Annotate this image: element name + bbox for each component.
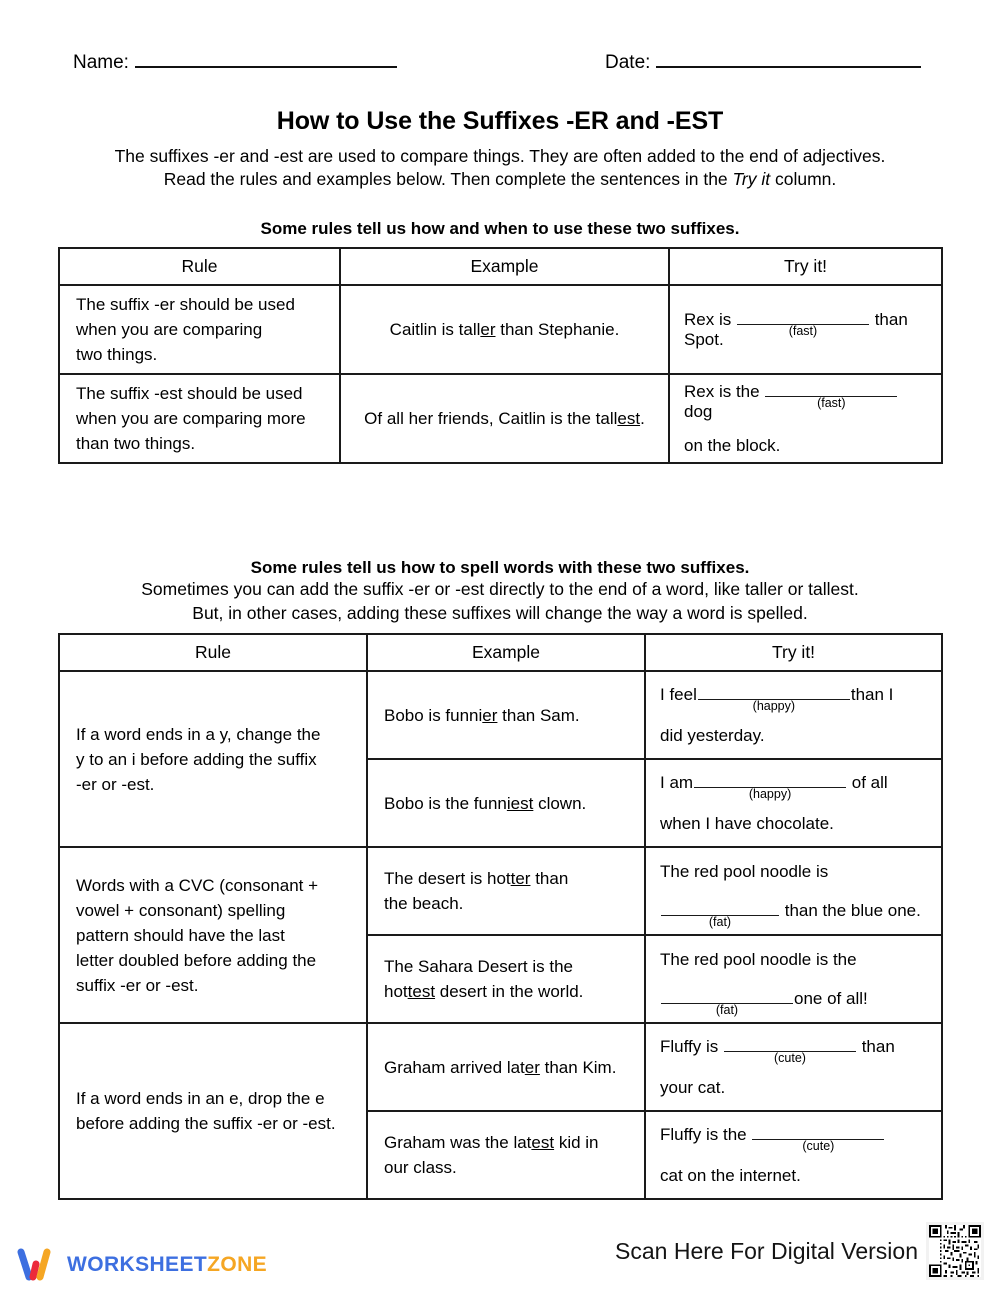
- example-cell: [367, 759, 645, 847]
- try-it-cell: [645, 935, 942, 1023]
- example-suffix: er: [524, 1057, 540, 1077]
- rule-line: vowel + consonant) spelling: [76, 900, 286, 920]
- try-it-cell: [645, 847, 942, 935]
- example-cell: [340, 374, 669, 463]
- rule-line: when you are comparing: [76, 320, 263, 339]
- try-text-post: than the blue one.: [780, 901, 921, 920]
- rule-cell: [59, 847, 367, 1023]
- table-row: [59, 1023, 942, 1111]
- answer-blank[interactable]: [724, 1036, 856, 1065]
- table-header-row: [59, 634, 942, 671]
- page-intro: [0, 145, 1000, 191]
- rule-cell: [59, 374, 340, 463]
- example-text-post: than Sam.: [497, 705, 580, 725]
- scan-label: Scan Here For Digital Version: [615, 1237, 918, 1264]
- column-header-rule: Rule: [59, 248, 340, 285]
- date-label: Date:: [605, 52, 651, 73]
- example-suffix: er: [482, 705, 498, 725]
- example-suffix: test: [407, 982, 436, 1001]
- example-text-pre: Caitlin is tall: [389, 319, 481, 339]
- example-text-line2: the beach.: [384, 894, 464, 913]
- example-cell: [340, 285, 669, 374]
- try-text-post: than: [856, 1037, 895, 1056]
- try-text-post: dog: [684, 402, 713, 421]
- answer-blank[interactable]: [661, 988, 793, 1017]
- table-row: [59, 847, 942, 935]
- example-text-line2-pre: hot: [384, 982, 408, 1001]
- rule-line: suffix -er or -est.: [76, 975, 199, 995]
- example-suffix: est: [617, 408, 641, 428]
- example-cell: [367, 671, 645, 759]
- name-field-group: [73, 52, 397, 74]
- rule-cell: [59, 285, 340, 374]
- example-suffix: ter: [510, 869, 531, 888]
- example-text-pre: The desert is hot: [384, 869, 511, 888]
- rule-line: two things.: [76, 345, 158, 364]
- intro-line-2: [0, 168, 1000, 191]
- name-date-row: [0, 52, 1000, 86]
- page-footer: [0, 1222, 1000, 1294]
- try-text-post: of all: [847, 773, 888, 792]
- answer-hint: (happy): [752, 699, 796, 713]
- rule-cell: [59, 671, 367, 847]
- intro-line-1: The suffixes -er and -est are used to compare things. They are often added to the end of adjectives.: [114, 146, 886, 166]
- qr-code-icon[interactable]: [926, 1222, 984, 1280]
- table-row: [59, 374, 942, 463]
- try-it-cell: [645, 759, 942, 847]
- section2-subhead: Some rules tell us how to spell words with these two suffixes.: [250, 558, 750, 577]
- example-suffix: iest: [506, 793, 534, 813]
- try-text-line2: did yesterday.: [660, 726, 765, 745]
- column-header-example: Example: [367, 634, 645, 671]
- answer-hint: (fat): [715, 1003, 739, 1017]
- intro-line-2-after: column.: [770, 169, 837, 189]
- name-input-line[interactable]: [135, 53, 397, 68]
- example-text-post: than Stephanie.: [495, 319, 620, 339]
- try-text-line2: when I have chocolate.: [660, 814, 834, 833]
- try-text-pre: Fluffy is: [660, 1037, 723, 1056]
- rule-line: The suffix -er should be used: [76, 295, 295, 314]
- example-text-pre: Bobo is funni: [384, 705, 483, 725]
- rule-line: -er or -est.: [76, 774, 155, 794]
- section2-intro: [0, 578, 1000, 625]
- section2-intro-line-1: Sometimes you can add the suffix -er or -est directly to the end of a word, like taller or tallest.: [141, 579, 859, 599]
- example-cell: [367, 847, 645, 935]
- example-text-post: kid in: [554, 1133, 599, 1152]
- answer-hint: (cute): [802, 1139, 835, 1153]
- intro-line-2-before: Read the rules and examples below. Then complete the sentences in the: [163, 169, 733, 189]
- rule-cell: [59, 1023, 367, 1199]
- table-row: [59, 285, 942, 374]
- answer-hint: (happy): [748, 787, 792, 801]
- table-header-row: [59, 248, 942, 285]
- try-text-line2: on the block.: [684, 436, 781, 455]
- try-text-line1: The red pool noodle is the: [660, 950, 857, 969]
- column-header-example: Example: [340, 248, 669, 285]
- section2-intro-line-2: But, in other cases, adding these suffixes will change the way a word is spelled.: [192, 602, 808, 623]
- try-text-pre: I feel: [660, 685, 697, 704]
- answer-blank[interactable]: [661, 900, 779, 929]
- example-text-post: desert in the world.: [435, 982, 584, 1001]
- answer-blank[interactable]: [698, 684, 850, 713]
- example-suffix: est: [531, 1133, 555, 1152]
- logo-text-worksheet: WORKSHEET: [67, 1253, 208, 1276]
- answer-blank[interactable]: [752, 1124, 884, 1153]
- answer-blank[interactable]: [694, 772, 846, 801]
- try-it-cell: [669, 374, 942, 463]
- try-text-pre: Fluffy is the: [660, 1125, 752, 1144]
- scan-digital-version[interactable]: [615, 1222, 984, 1280]
- example-text-line2: our class.: [384, 1158, 457, 1177]
- spelling-rules-table: [58, 633, 943, 1200]
- example-text-pre: Of all her friends, Caitlin is the tall: [364, 408, 618, 428]
- example-cell: [367, 935, 645, 1023]
- section1-subhead: Some rules tell us how and when to use these two suffixes.: [260, 219, 740, 238]
- worksheet-zone-logo-icon: [16, 1248, 58, 1282]
- example-cell: [367, 1023, 645, 1111]
- logo-text-zone: ZONE: [207, 1253, 268, 1276]
- example-text-pre: Bobo is the funn: [384, 793, 507, 813]
- rule-line: The suffix -est should be used: [76, 384, 303, 403]
- date-input-line[interactable]: [656, 53, 921, 68]
- answer-hint: (fat): [708, 915, 732, 929]
- try-text-pre: Rex is the: [684, 382, 765, 401]
- rule-line: If a word ends in a y, change the: [76, 724, 321, 744]
- rule-line: pattern should have the last: [76, 925, 285, 945]
- worksheet-zone-logo[interactable]: [16, 1248, 267, 1282]
- try-text-line2: cat on the internet.: [660, 1166, 801, 1185]
- try-text-post: one of all!: [794, 989, 868, 1008]
- try-text-line2: your cat.: [660, 1078, 726, 1097]
- example-text-post: .: [640, 408, 645, 428]
- column-header-try-it: Try it!: [669, 248, 942, 285]
- answer-blank[interactable]: [737, 309, 869, 338]
- rule-line: letter doubled before adding the: [76, 950, 317, 970]
- name-label: Name:: [73, 52, 129, 73]
- example-text-pre: The Sahara Desert is the: [384, 957, 573, 976]
- try-text-pre: I am: [660, 773, 694, 792]
- column-header-try-it: Try it!: [645, 634, 942, 671]
- example-text-post: than Kim.: [539, 1057, 617, 1077]
- example-text-post: clown.: [533, 793, 587, 813]
- try-it-cell: [645, 1023, 942, 1111]
- column-header-rule: Rule: [59, 634, 367, 671]
- answer-blank[interactable]: [765, 381, 897, 410]
- answer-hint: (cute): [774, 1051, 806, 1065]
- rule-line: before adding the suffix -er or -est.: [76, 1114, 336, 1133]
- example-cell: [367, 1111, 645, 1199]
- rule-line: y to an i before adding the suffix: [76, 749, 317, 769]
- rule-line: Words with a CVC (consonant +: [76, 875, 319, 895]
- rule-line: when you are comparing more: [76, 409, 306, 428]
- worksheet-zone-logo-text: [67, 1253, 267, 1277]
- try-it-cell: [645, 1111, 942, 1199]
- example-suffix: er: [480, 319, 496, 339]
- intro-try-it-italic: Try it: [732, 169, 771, 189]
- try-it-cell: [645, 671, 942, 759]
- table-row: [59, 671, 942, 759]
- rule-line: than two things.: [76, 434, 196, 453]
- try-text-line1: The red pool noodle is: [660, 862, 829, 881]
- try-text-pre: Rex is: [684, 310, 736, 329]
- rules-usage-table: [58, 247, 943, 464]
- page-title: How to Use the Suffixes -ER and -EST: [276, 107, 724, 135]
- try-text-post: than Spot.: [684, 310, 908, 349]
- example-text-pre: Graham was the lat: [384, 1133, 532, 1152]
- rule-line: If a word ends in an e, drop the e: [76, 1089, 325, 1108]
- example-text-post: than: [530, 869, 569, 888]
- date-field-group: [605, 52, 921, 74]
- try-text-post: than I: [850, 685, 894, 704]
- try-it-cell: [669, 285, 942, 374]
- example-text-pre: Graham arrived lat: [384, 1057, 525, 1077]
- answer-hint: (fast): [817, 396, 846, 410]
- answer-hint: (fast): [788, 324, 818, 338]
